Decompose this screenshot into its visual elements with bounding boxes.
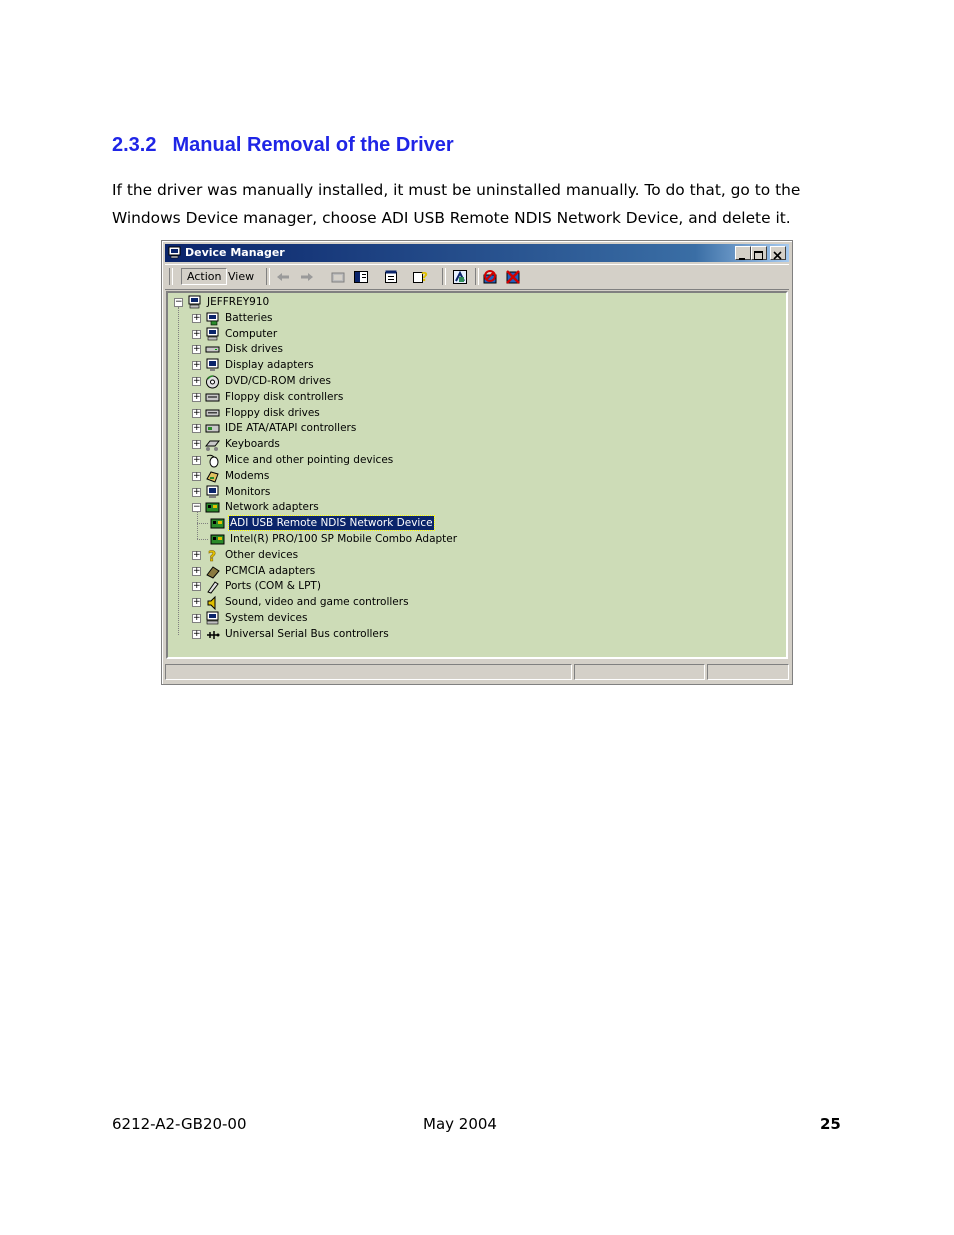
tree-category-label: Monitors	[225, 485, 271, 498]
tree-category-label: Floppy disk drives	[225, 406, 320, 419]
tree-category-label: Other devices	[225, 548, 299, 561]
expand-toggle[interactable]: +	[193, 565, 201, 576]
maximize-icon	[752, 250, 766, 262]
expand-toggle[interactable]: +	[193, 407, 201, 418]
status-panel	[707, 664, 789, 680]
expand-toggle[interactable]: +	[193, 597, 201, 608]
sound-icon	[205, 595, 220, 610]
tree-category-label: Display adapters	[225, 359, 314, 372]
tree-category-label: Computer	[225, 327, 278, 340]
expand-toggle[interactable]: +	[193, 423, 201, 434]
expand-toggle[interactable]: +	[193, 581, 201, 592]
document-date: May 2004	[423, 1115, 497, 1133]
status-panel	[165, 664, 572, 680]
tree-category-label: IDE ATA/ATAPI controllers	[225, 422, 357, 435]
monitor-icon	[205, 485, 220, 500]
tree-category-label: Sound, video and game controllers	[225, 596, 409, 609]
minimize-button[interactable]	[735, 246, 751, 260]
uninstall-device-icon[interactable]	[505, 269, 521, 285]
mouse-icon	[205, 453, 220, 468]
tree-category-label: Keyboards	[225, 438, 280, 451]
svg-text:?: ?	[208, 548, 217, 563]
toolbar-grip[interactable]	[169, 268, 173, 285]
expand-toggle[interactable]: +	[193, 549, 201, 560]
close-button[interactable]	[770, 246, 786, 260]
status-bar	[165, 663, 789, 682]
close-icon	[771, 250, 785, 262]
help-icon[interactable]	[412, 269, 428, 285]
tree-root-label: JEFFREY910	[207, 296, 270, 308]
tree-category-label: Disk drives	[225, 343, 283, 356]
expand-toggle[interactable]: +	[193, 312, 201, 323]
battery-icon	[205, 311, 220, 326]
menu-view[interactable]: View	[228, 270, 255, 283]
collapse-toggle[interactable]: −	[175, 297, 183, 307]
expand-toggle[interactable]: +	[193, 439, 201, 450]
cdrom-icon	[205, 374, 220, 389]
tree-category-label: System devices	[225, 612, 308, 624]
section-number: 2.3.2	[112, 134, 157, 156]
expand-toggle[interactable]: +	[193, 376, 201, 386]
display-adapter-icon	[205, 358, 220, 373]
toolbar-grip[interactable]	[266, 268, 270, 285]
toolbar	[165, 264, 789, 290]
tree-category-label: Network adapters	[225, 501, 319, 514]
tree-category-label: Universal Serial Bus controllers	[225, 627, 389, 640]
floppy-drive-icon	[205, 406, 220, 421]
show-hide-tree-icon[interactable]	[353, 269, 369, 285]
svg-text:?: ?	[421, 270, 428, 284]
expand-toggle[interactable]: +	[193, 328, 201, 339]
computer-icon	[205, 327, 220, 342]
paragraph-line-2: Windows Device manager, choose ADI USB Remote NDIS Network Device, and delete it.	[112, 209, 791, 227]
page-number: 25	[820, 1115, 841, 1133]
window-title: Device Manager	[185, 246, 285, 259]
section-title: Manual Removal of the Driver	[172, 134, 454, 156]
disk-drive-icon	[205, 342, 220, 357]
toolbar-grip[interactable]	[475, 268, 479, 285]
tree-connector	[197, 512, 198, 539]
tree-category-label: Modems	[225, 469, 270, 482]
tree-connector	[197, 539, 208, 540]
document-id: 6212-A2-GB20-00	[112, 1115, 247, 1133]
port-icon	[205, 579, 220, 594]
tree-device-label: Intel(R) PRO/100 SP Mobile Combo Adapter	[230, 533, 458, 545]
collapse-toggle[interactable]: −	[193, 502, 201, 513]
network-adapter-icon	[205, 500, 220, 515]
computer-icon	[187, 295, 202, 310]
paragraph-line-1: If the driver was manually installed, it must be uninstalled manually. To do that, go to the	[112, 181, 801, 199]
expand-toggle[interactable]: +	[193, 470, 201, 481]
expand-toggle[interactable]: +	[193, 486, 201, 497]
title-bar[interactable]	[165, 244, 789, 262]
instruction-paragraph	[112, 176, 842, 232]
tree-category-label: Floppy disk controllers	[225, 390, 344, 403]
properties-icon[interactable]	[383, 269, 399, 285]
expand-toggle[interactable]: +	[193, 613, 201, 623]
question-icon	[205, 548, 220, 563]
forward-arrow-icon[interactable]	[299, 269, 315, 285]
usb-icon	[205, 627, 220, 642]
device-tree[interactable]	[166, 291, 788, 659]
tree-connector	[197, 523, 208, 524]
tree-category-label: PCMCIA adapters	[225, 564, 316, 577]
expand-toggle[interactable]: +	[193, 628, 201, 639]
tree-category-label: Mice and other pointing devices	[225, 454, 394, 466]
expand-toggle[interactable]: +	[193, 455, 201, 465]
ide-controller-icon	[205, 421, 220, 436]
tree-device-label: ADI USB Remote NDIS Network Device	[230, 517, 433, 530]
maximize-button[interactable]	[751, 246, 767, 260]
expand-toggle[interactable]: +	[193, 344, 201, 355]
tree-category-label: Batteries	[225, 311, 273, 324]
pcmcia-icon	[205, 564, 220, 579]
tree-connector	[178, 307, 179, 635]
expand-toggle[interactable]: +	[193, 360, 201, 371]
floppy-controller-icon	[205, 390, 220, 405]
tree-category-label: DVD/CD-ROM drives	[225, 375, 331, 387]
expand-toggle[interactable]: +	[193, 391, 201, 402]
tree-category-label: Ports (COM & LPT)	[225, 580, 321, 593]
network-card-icon	[210, 516, 225, 531]
toolbar-grip[interactable]	[442, 268, 446, 285]
menu-action[interactable]: Action	[181, 268, 227, 285]
system-icon	[205, 611, 220, 626]
minimize-icon	[736, 250, 750, 262]
device-manager-window	[161, 240, 793, 685]
scan-hardware-icon[interactable]	[452, 269, 468, 285]
network-card-icon	[210, 532, 225, 547]
keyboard-icon	[205, 437, 220, 452]
section-heading	[112, 134, 454, 157]
disable-device-icon[interactable]	[482, 269, 498, 285]
up-folder-icon[interactable]	[330, 269, 346, 285]
modem-icon	[205, 469, 220, 484]
device-manager-icon	[168, 246, 181, 259]
back-arrow-icon[interactable]	[275, 269, 291, 285]
status-panel	[574, 664, 705, 680]
